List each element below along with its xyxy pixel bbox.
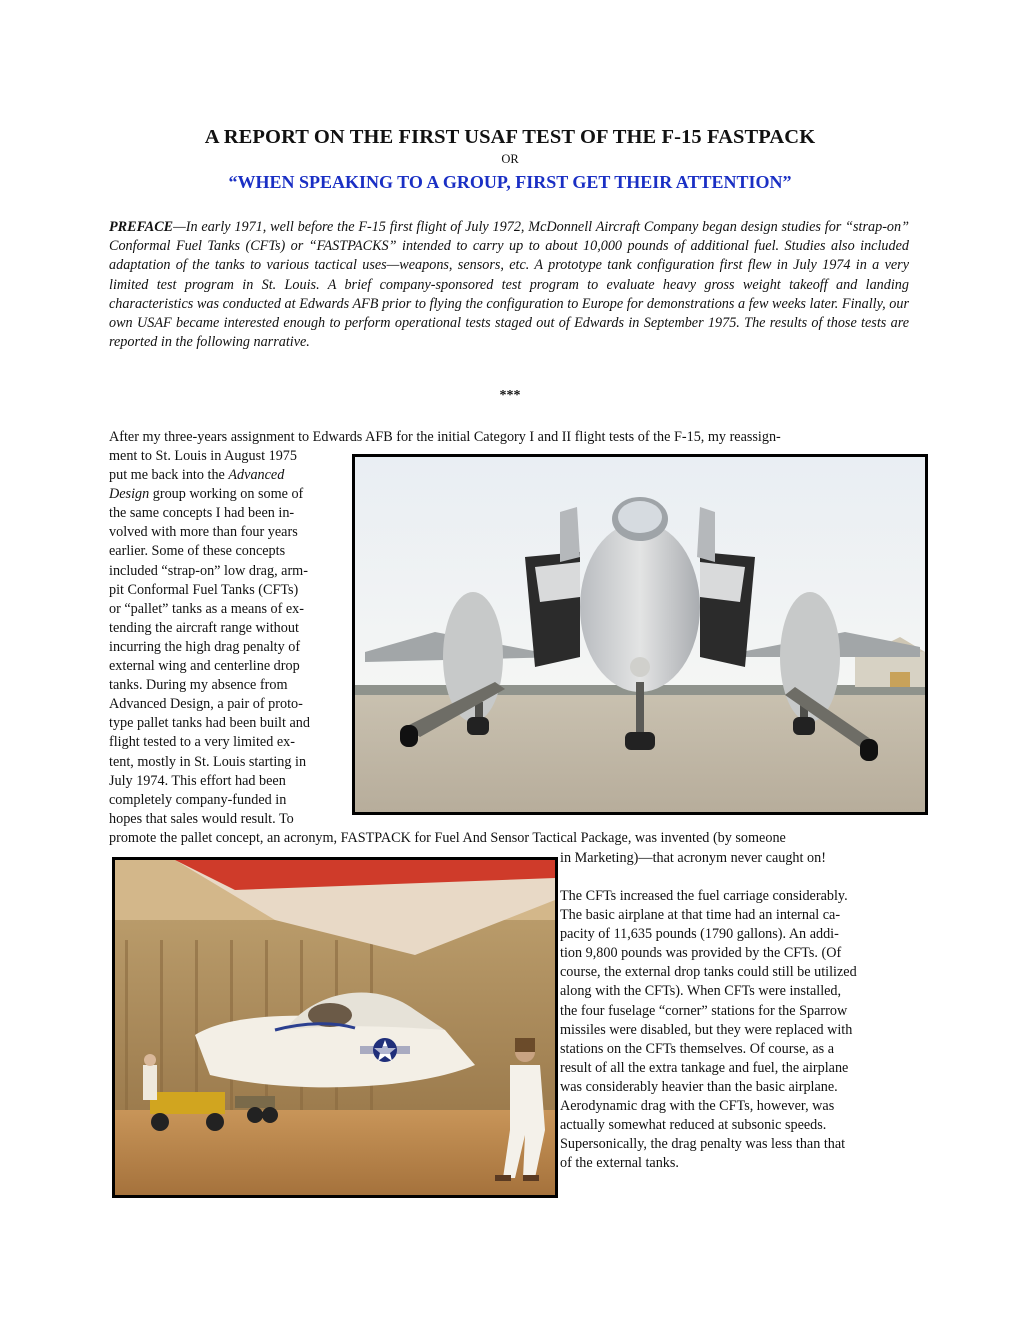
narrative-column [109,447,354,829]
narrative-intro: After my three-years assignment to Edwards AFB for the initial Category I and II flight tests of the F-15, my reassign- [109,429,781,445]
column-line: tent, mostly in St. Louis starting in [109,753,307,770]
section-separator: *** [499,388,521,403]
column-line: ment to St. Louis in August 1975 [109,448,297,464]
column-line: Design group working on some of [109,486,304,503]
cft-line: missiles were disabled, but they were replaced with [560,1021,853,1038]
column-line: incurring the high drag penalty of [109,638,301,655]
column-line: flight tested to a very limited ex- [109,734,295,751]
column-line: pit Conformal Fuel Tanks (CFTs) [109,581,299,598]
column-line: tending the aircraft range without [109,619,299,636]
cft-hangar-photo [112,857,558,1198]
cft-line: was considerably heavier than the basic airplane. [560,1078,838,1095]
page-title: A REPORT ON THE FIRST USAF TEST OF THE F-15 FASTPACK [204,126,816,148]
column-line: or “pallet” tanks as a means of ex- [109,600,304,617]
column-line: July 1974. This effort had been [109,772,286,789]
cft-line: actually somewhat reduced at subsonic speeds. [560,1117,827,1134]
italic-design: Design [109,486,150,503]
column-line: external wing and centerline drop [109,658,300,675]
column-line: put me back into the Advanced [109,467,285,484]
preface-label: PREFACE [109,219,174,235]
cft-line: course, the external drop tanks could still be utilized [560,964,857,981]
cft-line: the four fuselage “corner” stations for the Sparrow [560,1002,848,1019]
cft-line: stations on the CFTs themselves. Of course, as a [560,1040,835,1057]
italic-advanced: Advanced [228,467,285,484]
preface-paragraph [109,218,909,352]
narrative-promote-line: promote the pallet concept, an acronym, FASTPACK for Fuel And Sensor Tactical Package, was invented (by someone [109,830,786,846]
title-or: OR [501,152,519,166]
cft-line: result of all the extra tankage and fuel, the airplane [560,1059,849,1076]
column-line: tanks. During my absence from [109,677,288,694]
cft-line: The CFTs increased the fuel carriage considerably. [560,888,848,904]
column-line: type pallet tanks had been built and [109,715,310,732]
cft-line: Supersonically, the drag penalty was less than that [560,1136,846,1153]
narrative-marketing-line: in Marketing)—that acronym never caught on! [560,850,826,866]
cft-line: tion 9,800 pounds was provided by the CFTs. (Of [560,945,842,962]
page-subtitle: “WHEN SPEAKING TO A GROUP, FIRST GET THEIR ATTENTION” [228,172,792,192]
cft-paragraph [560,887,910,1173]
column-line: included “strap-on” low drag, arm- [109,562,308,579]
column-line: Advanced Design, a pair of proto- [109,696,303,713]
f15-front-photo [352,454,928,815]
cft-line: of the external tanks. [560,1155,679,1172]
column-line: volved with more than four years [109,524,298,541]
cft-line: Aerodynamic drag with the CFTs, however, was [560,1098,835,1115]
column-line: earlier. Some of these concepts [109,543,286,560]
cft-line: The basic airplane at that time had an internal ca- [560,907,841,924]
cft-line: pacity of 11,635 pounds (1790 gallons). An addi- [560,926,839,943]
cft-line: along with the CFTs). When CFTs were installed, [560,983,842,1000]
column-line: hopes that sales would result. To [109,810,294,827]
column-line: the same concepts I had been in- [109,505,295,522]
preface-text: —In early 1971, well before the F-15 first flight of July 1972, McDonnell Aircraft Company began design studies for “strap-on” Conformal Fuel Tanks (CFTs) or “FASTPACKS” intended to carry up to about 10,000 pounds of additional fuel. Studies also included adaptation of the tanks to various tactical uses—weapons, sensors, etc. A prototype tank configuration first flew in July 1974 in a very limited test program in St. Louis. A brief company-sponsored test program to evaluate heavy gross weight takeoff and landing characteristics was conducted at Edwards AFB prior to flying the configuration to Europe for demonstrations a few weeks later. Finally, our own USAF became interested enough to perform operational tests staged out of Edwards in September 1975. The results of those tests are reported in the following narrative. [109,219,909,351]
column-line: completely company-funded in [109,791,287,808]
